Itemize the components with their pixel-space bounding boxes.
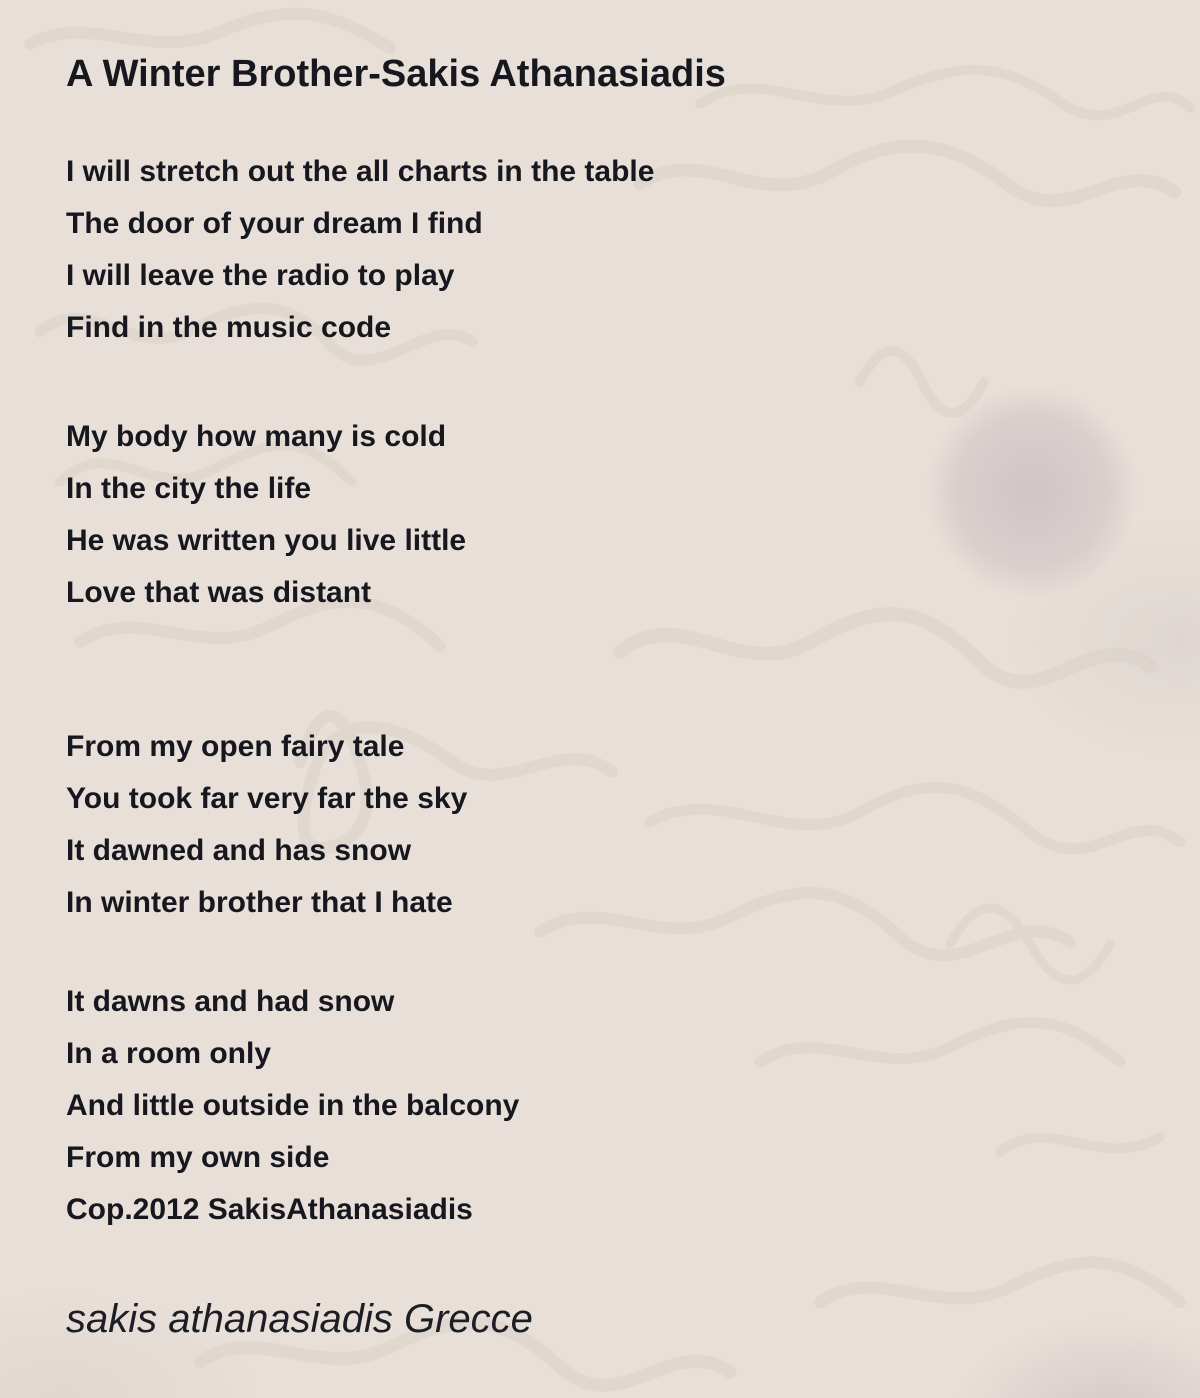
poem-body xyxy=(66,146,654,1236)
poem-line: You took far very far the sky xyxy=(66,782,468,815)
poem-line: In winter brother that I hate xyxy=(66,886,453,919)
poet-signature: sakis athanasiadis Grecce xyxy=(66,1297,533,1341)
poem-line: I will stretch out the all charts in the table xyxy=(66,155,655,188)
poem-stanza xyxy=(66,721,654,929)
poem-line: The door of your dream I find xyxy=(66,207,483,240)
poem-line: Love that was distant xyxy=(66,576,372,609)
poem-line: In the city the life xyxy=(66,472,312,505)
poem-line: And little outside in the balcony xyxy=(66,1089,520,1122)
poem-line: Find in the music code xyxy=(66,311,392,344)
poem-stanza xyxy=(66,976,654,1236)
poem-title: A Winter Brother-Sakis Athanasiadis xyxy=(66,53,726,95)
poem-line: From my own side xyxy=(66,1141,330,1174)
poem-line: Cop.2012 SakisAthanasiadis xyxy=(66,1193,473,1226)
poem-stanza xyxy=(66,146,654,354)
poem-line: It dawned and has snow xyxy=(66,834,412,867)
poem-line: From my open fairy tale xyxy=(66,730,405,763)
poem-stanza xyxy=(66,411,654,619)
poem-line: In a room only xyxy=(66,1037,272,1070)
poem-line: It dawns and had snow xyxy=(66,985,395,1018)
poem-line: My body how many is cold xyxy=(66,420,447,453)
poem-line: I will leave the radio to play xyxy=(66,259,455,292)
poem-line: He was written you live little xyxy=(66,524,467,557)
